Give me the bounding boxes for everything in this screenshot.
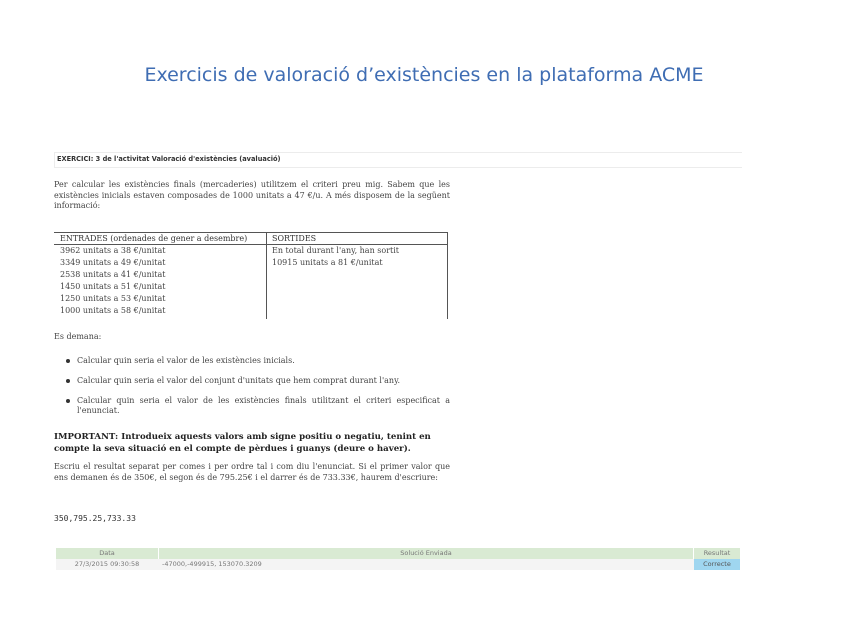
entries-list <box>60 245 264 317</box>
entry-row: 1450 unitats a 51 €/unitat <box>60 282 166 291</box>
entry-row: 2538 unitats a 41 €/unitat <box>60 270 166 279</box>
table-column-divider <box>266 233 267 319</box>
entry-row: 1000 unitats a 58 €/unitat <box>60 306 166 315</box>
entries-header: ENTRADES (ordenades de gener a desembre) <box>60 234 248 243</box>
exits-list <box>272 245 444 269</box>
table-row <box>56 559 740 570</box>
movements-table <box>54 232 448 318</box>
entry-row: 3349 unitats a 49 €/unitat <box>60 258 166 267</box>
results-table <box>56 548 740 570</box>
entry-row: 1250 unitats a 53 €/unitat <box>60 294 166 303</box>
slide-title: Exercicis de valoració d’existències en la plataforma ACME <box>144 64 704 86</box>
submitted-solution: -47000,-499915, 153070.3209 <box>162 560 262 568</box>
exits-header: SORTIDES <box>272 234 317 243</box>
exit-row: 10915 unitats a 81 €/unitat <box>272 258 383 267</box>
example-answer: 350,795.25,733.33 <box>54 514 136 523</box>
result-column-header: Resultat <box>703 549 731 557</box>
answer-instructions: Escriu el resultat separat per comes i per ordre tal i com diu l'enunciat. Si el primer valor que ens demanen és de 350€, el segon és de 795.25€ i el darrer és de 733.33€, haurem d'escriure: <box>54 462 450 482</box>
question-list <box>66 356 450 426</box>
entry-row: 3962 unitats a 38 €/unitat <box>60 246 166 255</box>
results-header-row <box>56 548 740 559</box>
exercise-header <box>54 152 742 168</box>
exercise-header-text: EXERCICI: 3 de l'activitat Valoració d'existències (avaluació) <box>57 155 281 163</box>
important-label: IMPORTANT: <box>54 432 119 442</box>
table-right-border <box>447 233 448 319</box>
result-status-badge: Correcte <box>694 559 740 570</box>
important-text: Introdueix aquests valors amb signe positiu o negatiu, tenint en compte la seva situació en el compte de pèrdues i guanys (deure o haver). <box>54 432 431 454</box>
ask-label: Es demana: <box>54 332 102 341</box>
question-item: Calcular quin seria el valor del conjunt d'unitats que hem comprat durant l'any. <box>66 376 450 386</box>
exercise-intro: Per calcular les existències finals (mercaderies) utilitzem el criteri preu mig. Sabem que les existències inicials estaven composades de 1000 unitats a 47 €/u. A més disposem de la següent informació: <box>54 180 450 210</box>
important-note <box>54 432 450 455</box>
question-item: Calcular quin seria el valor de les existències finals utilitzant el criteri especificat a l'enunciat. <box>66 396 450 416</box>
exit-row: En total durant l'any, han sortit <box>272 246 400 255</box>
date-column-header: Data <box>99 549 115 557</box>
question-item: Calcular quin seria el valor de les existències inicials. <box>66 356 450 366</box>
solution-column-header: Solució Enviada <box>158 548 694 559</box>
submission-date: 27/3/2015 09:30:58 <box>74 560 140 568</box>
